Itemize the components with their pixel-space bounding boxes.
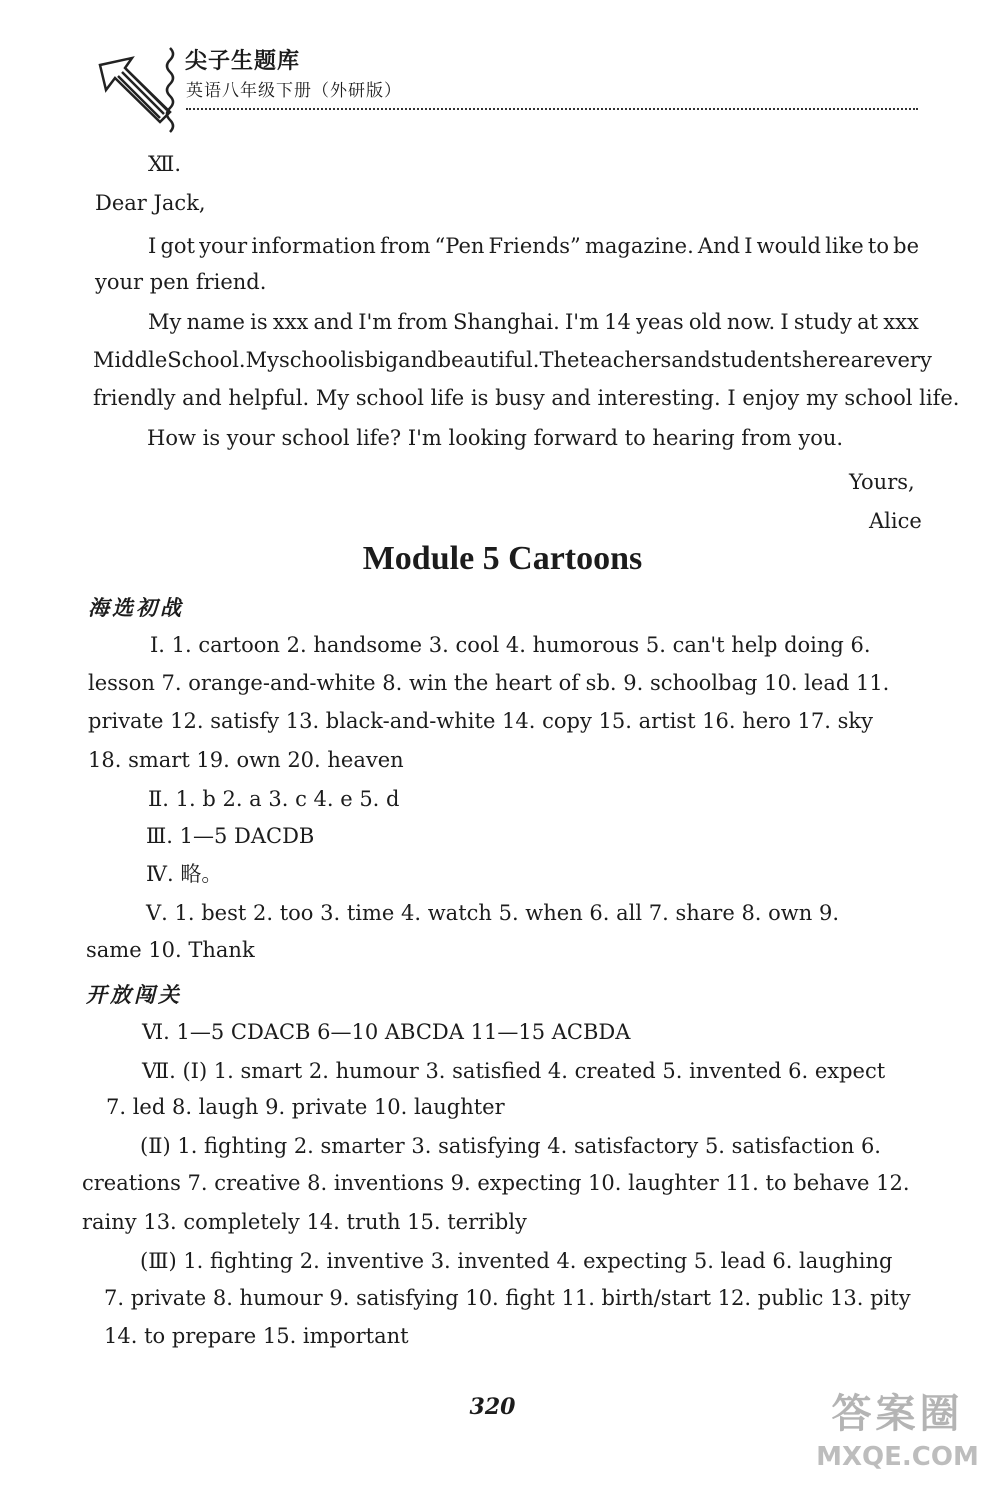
answer-line: same 10. Thank [86,938,255,962]
word: I'm [358,310,393,334]
question-number: Ⅻ. [148,152,181,176]
answer-line: Ⅰ. 1. cartoon 2. handsome 3. cool 4. humorous 5. can't help doing 6. [150,633,871,657]
word: to [867,234,889,258]
answer-line: creations 7. creative 8. inventions 9. expecting 10. laughter 11. to behave 12. [82,1171,910,1195]
word: xxx [272,310,309,334]
letter-line [148,312,919,333]
watermark-text: 答案圈 [831,1391,964,1437]
answer-line: private 12. satisfy 13. black-and-white 14. copy 15. artist 16. hero 17. sky [88,709,873,733]
answer-line: Ⅲ. 1—5 DACDB [146,824,315,848]
word: at [857,310,879,334]
module-title: Module 5 Cartoons [362,540,643,577]
word: My [148,310,182,334]
arrow-logo-icon [92,40,182,135]
word: information [251,234,376,258]
letter-line: How is your school life? I'm looking forward to hearing from you. [147,426,844,450]
word: from [379,234,431,258]
word: teachers [579,348,672,372]
word: beautiful. [437,348,540,372]
word: Middle [93,348,168,372]
word: and [398,348,438,372]
word: Shanghai. [452,310,560,334]
letter-line: your pen friend. [95,270,267,294]
answer-line: 7. private 8. humour 9. satisfying 10. fight 11. birth/start 12. public 13. pity [104,1286,911,1310]
word: And [697,234,741,258]
word: xxx [883,310,919,334]
word: yeas [636,310,684,334]
answer-line: 18. smart 19. own 20. heaven [88,748,404,772]
word: like [825,234,864,258]
word: be [893,234,919,258]
word: and [313,310,354,334]
word: I [780,310,789,334]
word: are [850,348,886,372]
word: study [793,310,852,334]
word: name [186,310,245,334]
answer-line: 7. led 8. laugh 9. private 10. laughter [106,1095,505,1119]
answer-line: rainy 13. completely 14. truth 15. terribly [82,1210,527,1234]
word: your [199,234,248,258]
answer-line: Ⅴ. 1. best 2. too 3. time 4. watch 5. when 6. all 7. share 8. own 9. [146,901,840,925]
word: school [278,348,348,372]
answer-line: (Ⅲ) 1. fighting 2. inventive 3. invented 4. expecting 5. lead 6. laughing [140,1249,893,1273]
word: Friends” [488,234,581,258]
letter-closing: Yours, [849,470,915,494]
letter-line [93,348,932,372]
word: very [885,348,932,372]
watermark-logo [800,1382,995,1482]
answer-line: Ⅱ. 1. b 2. a 3. c 4. e 5. d [148,787,400,811]
section-heading: 开放闯关 [86,983,182,1007]
word: would [756,234,821,258]
word: students [710,348,803,372]
word: and [671,348,711,372]
answer-line: (Ⅱ) 1. fighting 2. smarter 3. satisfying 4. satisfactory 5. satisfaction 6. [140,1134,881,1158]
word: 14 [604,310,631,334]
word: The [539,348,580,372]
answer-line: 14. to prepare 15. important [104,1324,409,1348]
word: got [160,234,195,258]
letter-signature: Alice [869,509,922,533]
word: School. [167,348,246,372]
section-heading: 海选初战 [88,596,184,620]
book-title: 尖子生题库 [185,49,301,74]
word: from [397,310,448,334]
word: here [802,348,851,372]
answer-line: Ⅳ. 略。 [146,862,223,886]
header-divider [186,108,918,110]
page-number: 320 [469,1394,516,1420]
word: old [688,310,722,334]
letter-greeting: Dear Jack, [95,191,206,215]
word: is [347,348,365,372]
word: is [250,310,268,334]
word: magazine. [584,234,694,258]
watermark-url: MXQE.COM [816,1442,979,1472]
answer-line: lesson 7. orange-and-white 8. win the heart of sb. 9. schoolbag 10. lead 11. [88,671,890,695]
word: My [245,348,279,372]
word: I [744,234,753,258]
letter-line: friendly and helpful. My school life is busy and interesting. I enjoy my school life. [93,386,960,410]
word: big [364,348,399,372]
book-subtitle: 英语八年级下册（外研版） [186,81,402,101]
word: I'm [565,310,599,334]
letter-line [148,236,919,257]
word: I [148,234,157,258]
word: “Pen [434,234,485,258]
answer-line: Ⅵ. 1—5 CDACB 6—10 ABCDA 11—15 ACBDA [142,1020,631,1044]
word: now. [726,310,776,334]
answer-line: Ⅶ. (Ⅰ) 1. smart 2. humour 3. satisfied 4. created 5. invented 6. expect [142,1059,886,1083]
